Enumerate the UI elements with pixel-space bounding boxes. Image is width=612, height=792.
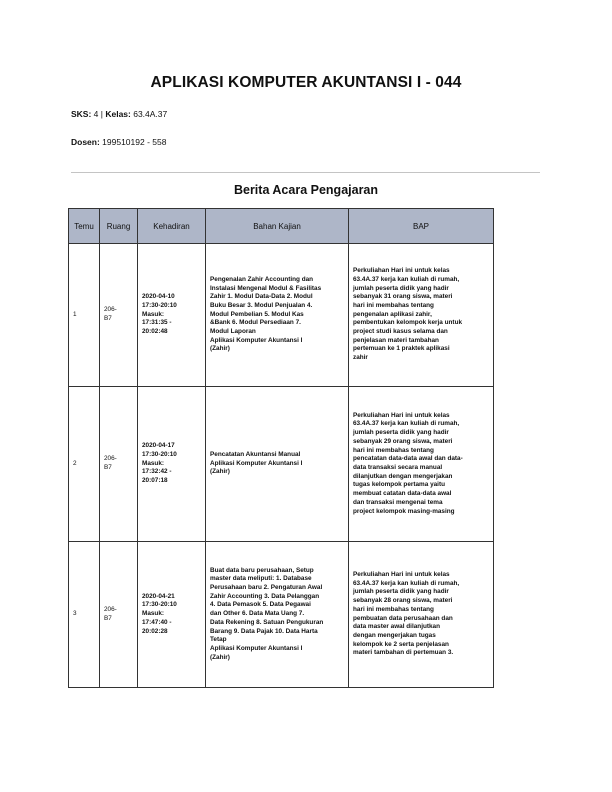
cell-line: 17:30-20:10 (142, 301, 177, 309)
cell-line: Barang 9. Data Pajak 10. Data Harta (210, 627, 318, 635)
cell-line: 4. Data Pemasok 5. Data Pegawai (210, 601, 311, 609)
cell-line: dilanjutkan dengan mengerjakan (353, 472, 453, 480)
divider (71, 172, 540, 173)
cell-line: Masuk: (142, 610, 165, 618)
cell-line: hari ini membahas tentang (353, 446, 434, 454)
cell-line: 17:47:40 - (142, 618, 172, 626)
cell-line: Zahir 1. Modul Data-Data 2. Modul (210, 293, 313, 301)
cell-temu: 2 (69, 387, 100, 542)
cell-line: &Bank 6. Modul Persediaan 7. (210, 319, 301, 327)
cell-line: Buku Besar 3. Modul Penjualan 4. (210, 301, 313, 309)
cell-line: sebanyak 28 orang siswa, materi (353, 597, 453, 605)
cell-kehadiran (138, 244, 206, 387)
cell-line: hari ini membahas tentang (353, 301, 434, 309)
cell-line: B7 (104, 315, 112, 322)
cell-line: data master awal dilanjutkan (353, 623, 441, 631)
cell-line: 63.4A.37 kerja kan kuliah di rumah, (353, 420, 460, 428)
cell-line: Tetap (210, 636, 227, 644)
cell-line: 20:07:18 (142, 477, 168, 485)
cell-line: Perusahaan baru 2. Pengaturan Awal (210, 584, 323, 592)
cell-ruang (100, 387, 138, 542)
header-bap: BAP (349, 209, 494, 244)
cell-line: Pencatatan Akuntansi Manual (210, 450, 301, 458)
cell-line: Buat data baru perusahaan, Setup (210, 566, 314, 574)
cell-line: Aplikasi Komputer Akuntansi I (210, 459, 303, 467)
cell-line: dan transaksi mengenai tema (353, 498, 443, 506)
cell-line: pembuatan data perusahaan dan (353, 614, 453, 622)
cell-line: kelompok ke 2 serta penjelasan (353, 640, 449, 648)
cell-line: Modul Laporan (210, 328, 256, 336)
cell-bahan-kajian (206, 387, 349, 542)
cell-line: 2020-04-21 (142, 592, 175, 600)
header-kehadiran: Kehadiran (138, 209, 206, 244)
cell-line: pembentukan kelompok kerja untuk (353, 319, 463, 327)
cell-line: Modul Pembelian 5. Modul Kas (210, 310, 304, 318)
cell-line: (Zahir) (210, 653, 230, 661)
cell-line: membuat catatan data-data awal (353, 490, 452, 498)
cell-bahan-kajian (206, 244, 349, 387)
kelas-label: Kelas: (105, 109, 131, 119)
cell-line: sebanyak 31 orang siswa, materi (353, 293, 453, 301)
table-row (69, 387, 494, 542)
cell-temu: 1 (69, 244, 100, 387)
header-temu: Temu (69, 209, 100, 244)
page-title: APLIKASI KOMPUTER AKUNTANSI I - 044 (150, 74, 462, 91)
cell-line: Instalasi Mengenal Modul & Fasilitas (210, 284, 322, 292)
cell-line: 63.4A.37 kerja kan kuliah di rumah, (353, 579, 460, 587)
cell-line: zahir (353, 354, 368, 362)
cell-bap (349, 244, 494, 387)
table-row (69, 542, 494, 688)
cell-line: tugas kelompok pertama yaitu (353, 481, 445, 489)
table-header-row (69, 209, 494, 244)
cell-line: 17:30-20:10 (142, 450, 177, 458)
cell-line: Masuk: (142, 310, 165, 318)
cell-line: 17:31:35 - (142, 319, 172, 327)
cell-line: data transaksi secara manual (353, 464, 443, 471)
table-row (69, 244, 494, 387)
cell-line: hari ini membahas tentang (353, 605, 434, 613)
cell-line: 20:02:28 (142, 627, 168, 635)
cell-line: jumlah peserta didik yang hadir (353, 588, 449, 596)
cell-line: Perkuliahan Hari ini untuk kelas (353, 570, 450, 578)
cell-line: pengenalan aplikasi zahir, (353, 310, 432, 318)
cell-bap (349, 387, 494, 542)
cell-line: pencatatan data-data awal dan data- (353, 455, 463, 463)
cell-line: jumlah peserta didik yang hadir (353, 284, 449, 292)
cell-line: B7 (104, 464, 112, 471)
header-bahan-kajian: Bahan Kajian (206, 209, 349, 244)
sks-label: SKS: (71, 109, 92, 119)
cell-line: master data meliputi: 1. Database (210, 575, 312, 583)
cell-line: Data Rekening 8. Satuan Pengukuran (210, 618, 324, 626)
header-ruang: Ruang (100, 209, 138, 244)
cell-line: Perkuliahan Hari ini untuk kelas (353, 411, 450, 419)
bap-table (68, 208, 494, 688)
cell-line: Pengenalan Zahir Accounting dan (210, 275, 314, 283)
cell-line: Aplikasi Komputer Akuntansi I (210, 336, 303, 344)
cell-line: 2020-04-17 (142, 442, 175, 450)
dosen-label: Dosen: (71, 137, 100, 147)
cell-line: 2020-04-10 (142, 293, 175, 301)
cell-line: project kelompok masing-masing (353, 507, 455, 515)
lecturer-meta-line (71, 137, 166, 147)
kelas-value: 63.4A.37 (130, 109, 168, 119)
cell-line: materi tambahan di pertemuan 3. (353, 649, 454, 657)
cell-kehadiran (138, 387, 206, 542)
cell-kehadiran (138, 542, 206, 688)
cell-line: sebanyak 29 orang siswa, materi (353, 437, 453, 445)
cell-line: pertemuan ke 1 praktek aplikasi (353, 345, 450, 353)
cell-line: B7 (104, 614, 112, 622)
cell-line: 206- (104, 455, 117, 463)
cell-line: dan Other 6. Data Mata Uang 7. (210, 610, 305, 618)
cell-line: (Zahir) (210, 345, 230, 353)
cell-temu: 3 (69, 542, 100, 688)
cell-line: Perkuliahan Hari ini untuk kelas (353, 267, 450, 275)
cell-line: Masuk: (142, 459, 165, 467)
cell-line: Aplikasi Komputer Akuntansi I (210, 644, 303, 652)
cell-bahan-kajian (206, 542, 349, 688)
cell-line: 20:02:48 (142, 328, 168, 336)
cell-line: project studi kasus selama dan (353, 328, 448, 336)
cell-ruang (100, 244, 138, 387)
cell-line: jumlah peserta didik yang hadir (353, 429, 449, 437)
cell-line: 206- (104, 306, 117, 314)
course-meta-line (71, 109, 167, 119)
sks-value: 4 | (91, 109, 106, 119)
cell-bap (349, 542, 494, 688)
cell-line: dengan mengerjakan tugas (353, 631, 436, 639)
cell-line: (Zahir) (210, 468, 230, 476)
cell-line: Zahir Accounting 3. Data Pelanggan (210, 592, 320, 600)
cell-line: 17:32:42 - (142, 468, 172, 476)
cell-line: 206- (104, 605, 117, 613)
cell-line: penjelasan materi tambahan (353, 336, 439, 344)
cell-line: 17:30-20:10 (142, 601, 177, 609)
dosen-value: 199510192 - 558 (99, 137, 167, 147)
cell-ruang (100, 542, 138, 688)
cell-line: 63.4A.37 kerja kan kuliah di rumah, (353, 275, 460, 283)
table-title: Berita Acara Pengajaran (233, 183, 379, 197)
